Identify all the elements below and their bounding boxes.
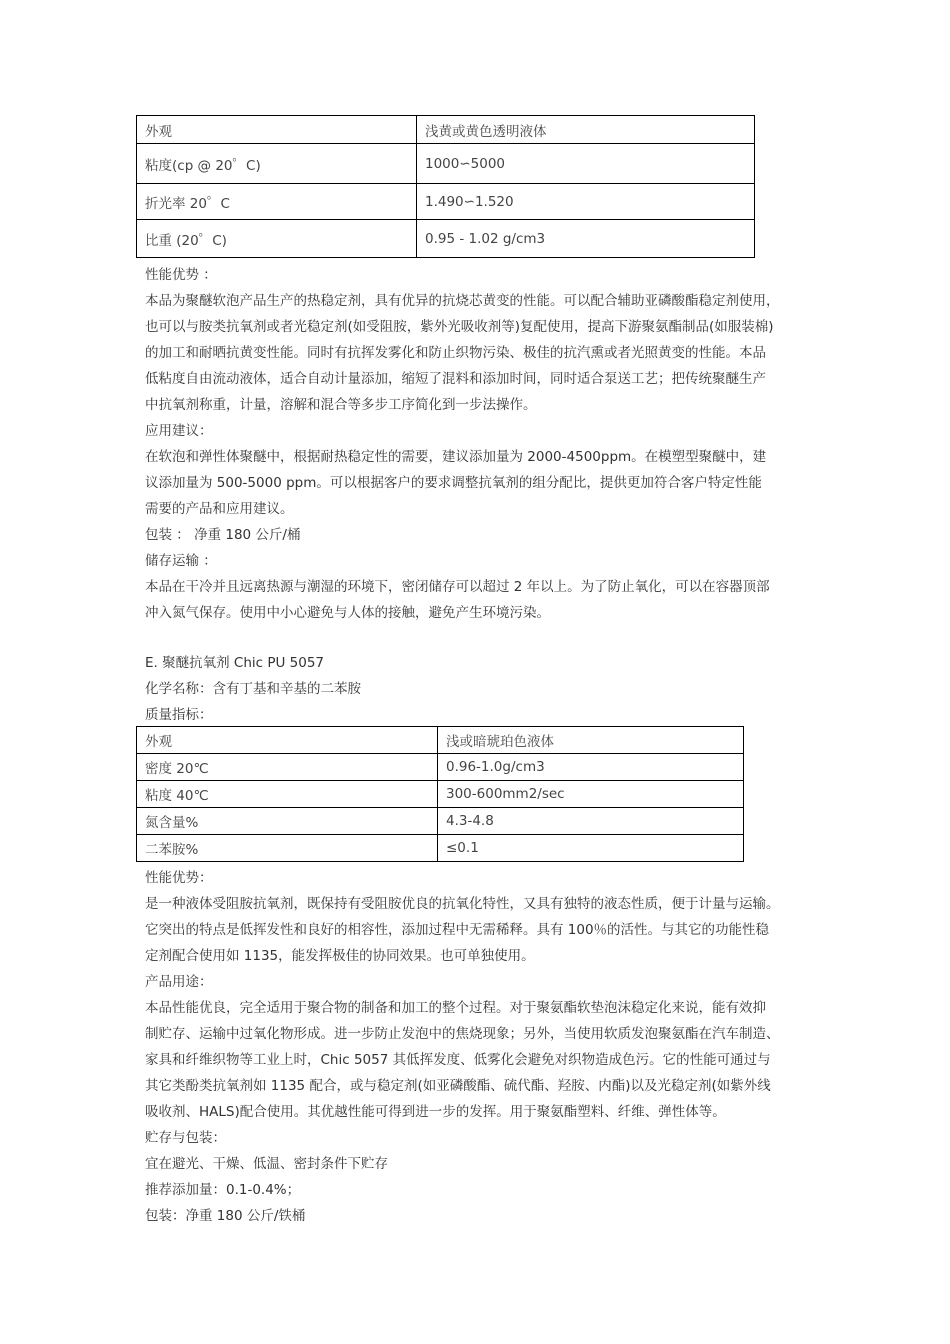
table-cell: 1.490∽1.520: [417, 184, 755, 220]
table-row: [137, 116, 755, 144]
spec-table-2: [136, 726, 744, 862]
table-cell: 0.95 - 1.02 g/cm3: [417, 220, 755, 258]
storage-heading: 贮存与包装：: [145, 1130, 226, 1146]
application-heading: 应用建议：: [145, 423, 213, 439]
table-cell: 粘度(cp @ 20゜C): [137, 144, 417, 184]
usage-heading: 产品用途：: [145, 974, 213, 990]
packaging-line: 包装 ： 净重 180 公斤/桶: [145, 527, 301, 543]
quality-heading: 质量指标：: [145, 707, 213, 723]
paragraph-line: 制贮存、运输中过氧化物形成。进一步防止发泡中的焦烧现象；另外，当使用软质发泡聚氨酯在汽车制造、: [145, 1026, 780, 1042]
table-cell: 1000∽5000: [417, 144, 755, 184]
paragraph-line: 冲入氮气保存。使用中小心避免与人体的接触，避免产生环境污染。: [145, 605, 550, 621]
paragraph-line: 低粘度自由流动液体，适合自动计量添加，缩短了混料和添加时间，同时适合泵送工艺；把传统聚醚生产: [145, 371, 766, 387]
advantages-heading: 性能优势：: [145, 870, 213, 886]
paragraph-line: 它突出的特点是低挥发性和良好的相容性，添加过程中无需稀释。具有 100％的活性。与其它的功能性稳: [145, 922, 770, 938]
table-row: [137, 727, 744, 754]
table-cell: 粘度 40℃: [137, 781, 438, 808]
table-cell: ≤0.1: [438, 835, 744, 862]
advantages-heading: 性能优势 ：: [145, 267, 217, 283]
chemical-name: 化学名称：含有丁基和辛基的二苯胺: [145, 681, 361, 697]
table-cell: 二苯胺%: [137, 835, 438, 862]
table-cell: 外观: [137, 727, 438, 754]
section-title: E. 聚醚抗氧剂 Chic PU 5057: [145, 655, 325, 671]
table-row: [137, 781, 744, 808]
paragraph-line: 家具和纤维织物等工业上时，Chic 5057 其低挥发度、低雾化会避免对织物造成色污。它的性能可通过与: [145, 1052, 771, 1068]
paragraph-line: 吸收剂、HALS)配合使用。其优越性能可得到进一步的发挥。用于聚氨酯塑料、纤维、弹性体等。: [145, 1104, 726, 1120]
paragraph-line: 本品为聚醚软泡产品生产的热稳定剂，具有优异的抗烧芯黄变的性能。可以配合辅助亚磷酸酯稳定剂使用，: [145, 293, 780, 309]
storage-line: 宜在避光、干燥、低温、密封条件下贮存: [145, 1156, 388, 1172]
paragraph-line: 其它类酚类抗氧剂如 1135 配合，或与稳定剂(如亚磷酸酯、硫代酯、羟胺、内酯)以及光稳定剂(如紫外线: [145, 1078, 771, 1094]
table-cell: 折光率 20゜C: [137, 184, 417, 220]
table-cell: 浅黄或黄色透明液体: [417, 116, 755, 144]
paragraph-line: 议添加量为 500-5000 ppm。可以根据客户的要求调整抗氧剂的组分配比，提供更加符合客户特定性能: [145, 475, 762, 491]
paragraph-line: 定剂配合使用如 1135，能发挥极佳的协同效果。也可单独使用。: [145, 948, 535, 964]
table-row: [137, 184, 755, 220]
paragraph-line: 也可以与胺类抗氧剂或者光稳定剂(如受阻胺，紫外光吸收剂等)复配使用，提高下游聚氨酯制品(如服装棉): [145, 319, 774, 335]
paragraph-line: 是一种液体受阻胺抗氧剂，既保持有受阻胺优良的抗氧化特性，又具有独特的液态性质，便于计量与运输。: [145, 896, 780, 912]
storage-heading: 储存运输 ：: [145, 553, 217, 569]
dosage-line: 推荐添加量：0.1-0.4%；: [145, 1182, 301, 1198]
table-cell: 比重 (20゜C): [137, 220, 417, 258]
paragraph-line: 需要的产品和应用建议。: [145, 501, 294, 517]
paragraph-line: 的加工和耐晒抗黄变性能。同时有抗挥发雾化和防止织物污染、极佳的抗汽熏或者光照黄变的性能。本品: [145, 345, 766, 361]
paragraph-line: 本品性能优良，完全适用于聚合物的制备和加工的整个过程。对于聚氨酯软垫泡沫稳定化来说，能有效抑: [145, 1000, 766, 1016]
table-cell: 0.96-1.0g/cm3: [438, 754, 744, 781]
table-row: [137, 144, 755, 184]
paragraph-line: 本品在干冷并且远离热源与潮湿的环境下，密闭储存可以超过 2 年以上。为了防止氧化，可以在容器顶部: [145, 579, 770, 595]
table-cell: 氮含量%: [137, 808, 438, 835]
table-row: [137, 220, 755, 258]
table-row: [137, 808, 744, 835]
spec-table-1: [136, 115, 755, 258]
table-cell: 300-600mm2/sec: [438, 781, 744, 808]
table-cell: 密度 20℃: [137, 754, 438, 781]
table-cell: 外观: [137, 116, 417, 144]
packaging-line: 包装：净重 180 公斤/铁桶: [145, 1208, 306, 1224]
table-row: [137, 835, 744, 862]
table-cell: 4.3-4.8: [438, 808, 744, 835]
paragraph-line: 在软泡和弹性体聚醚中，根据耐热稳定性的需要，建议添加量为 2000-4500ppm。在模塑型聚醚中，建: [145, 449, 767, 465]
table-row: [137, 754, 744, 781]
paragraph-line: 中抗氧剂称重，计量，溶解和混合等多步工序简化到一步法操作。: [145, 397, 537, 413]
table-cell: 浅或暗琥珀色液体: [438, 727, 744, 754]
